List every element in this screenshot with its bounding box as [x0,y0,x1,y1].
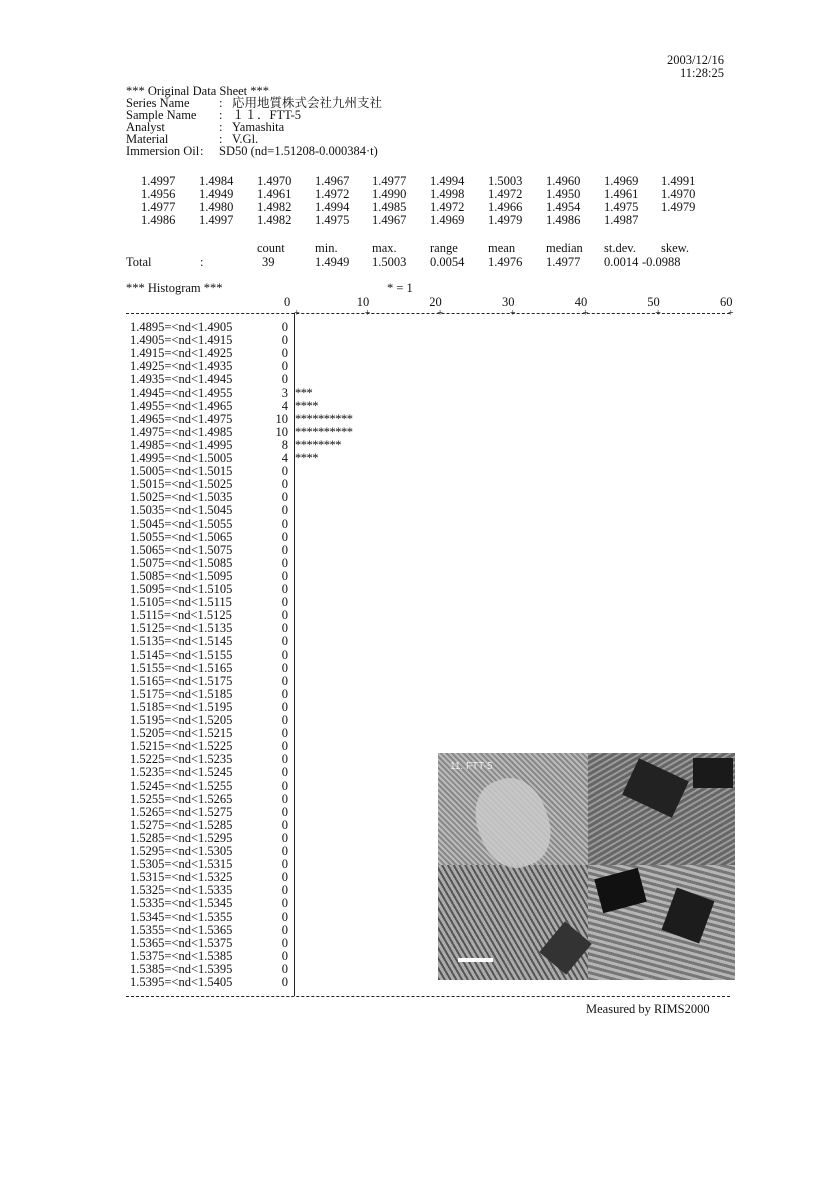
stat-value: -0.0988 [642,255,681,269]
field-separator: : [200,144,204,158]
data-value: 1.4994 [315,200,350,214]
histogram-bin-range: 1.5255=<nd<1.5265 [130,791,233,806]
report-timestamp [667,54,724,80]
histogram-bin-range: 1.5115=<nd<1.5125 [130,608,232,623]
histogram-bin-range: 1.5005=<nd<1.5015 [130,464,233,479]
report-date: 2003/12/16 [667,53,724,67]
histogram-bin-range: 1.4945=<nd<1.4955 [130,385,233,400]
histogram-bin-bar: ******** [295,437,341,452]
histogram-bin-range: 1.4915=<nd<1.4925 [130,346,233,361]
field-label: Analyst [126,120,165,134]
stat-header: median [546,241,583,255]
histogram-bin-count: 0 [281,909,288,924]
histogram-bin-bar: **** [295,451,318,465]
stat-header: count [257,241,285,255]
axis-tick-label: 60 [720,295,733,309]
field-label: Sample Name [126,108,197,122]
axis-tick-mark: + [364,308,371,319]
histogram-bin-count: 0 [281,726,288,741]
histogram-bin-count: 10 [275,411,288,426]
stat-value: 0.0054 [430,255,465,269]
histogram-bin-range: 1.5285=<nd<1.5295 [130,830,233,845]
histogram-bin-range: 1.4975=<nd<1.4985 [130,424,233,439]
histogram-bin-count: 0 [281,582,288,596]
histogram-top-axis [126,313,730,314]
data-value: 1.4966 [488,200,523,214]
data-value: 1.4982 [257,200,292,214]
axis-tick-label: 50 [647,295,660,309]
histogram-bin-bar: **** [295,398,318,413]
histogram-bin-range: 1.5265=<nd<1.5275 [130,804,233,819]
histogram-bin-range: 1.5045=<nd<1.5055 [130,516,233,531]
data-value: 1.4961 [604,187,639,201]
histogram-bin-range: 1.4935=<nd<1.4945 [130,372,233,387]
histogram-bin-count: 0 [281,896,288,911]
stat-header: min. [315,241,338,255]
histogram-bin-range: 1.5125=<nd<1.5135 [130,621,233,636]
data-value: 1.4997 [141,174,176,188]
data-value: 1.4979 [488,213,523,227]
data-value: 1.4972 [488,187,523,201]
histogram-bin-count: 0 [281,935,288,950]
histogram-bin-range: 1.4925=<nd<1.4935 [130,359,233,374]
field-value: 応用地質株式会社九州支社 [232,96,383,110]
axis-tick-mark: + [655,308,661,319]
histogram-bin-range: 1.5175=<nd<1.5185 [130,686,233,701]
histogram-bin-range: 1.5295=<nd<1.5305 [130,844,233,858]
stat-value: 39 [262,255,275,269]
stat-header: mean [488,241,516,255]
data-value: 1.4950 [546,187,581,201]
stat-row-separator: : [200,255,204,269]
histogram-bin-count: 0 [281,503,288,518]
histogram-bin-range: 1.5305=<nd<1.5315 [130,857,233,872]
data-value: 1.4967 [315,174,350,188]
data-value: 1.4979 [661,200,696,214]
histogram-bin-range: 1.5245=<nd<1.5255 [130,778,233,793]
histogram-bin-count: 0 [281,830,288,845]
data-value: 1.4970 [661,187,696,201]
stat-value: 0.0014 [604,255,639,269]
histogram-bin-count: 0 [281,883,288,898]
axis-tick-mark: + [510,308,516,319]
histogram-bin-count: 0 [281,752,288,767]
histogram-bin-count: 0 [281,673,288,688]
histogram-bin-count: 3 [281,385,288,400]
histogram-bin-count: 0 [281,686,288,701]
histogram-bin-range: 1.5325=<nd<1.5335 [130,883,233,898]
micrograph-label: 11. FTT-5 [450,761,493,772]
histogram-bin-count: 0 [281,975,288,989]
histogram-bin-count: 0 [281,699,288,714]
histogram-bin-range: 1.5235=<nd<1.5245 [130,765,233,780]
histogram-bin-count: 0 [281,948,288,963]
data-value: 1.4969 [430,213,465,227]
report-time: 11:28:25 [680,66,724,80]
histogram-bin-count: 0 [281,961,288,976]
histogram-bin-count: 0 [281,372,288,387]
axis-tick-mark: + [728,308,734,319]
histogram-bin-range: 1.5165=<nd<1.5175 [130,673,233,688]
data-value: 1.4975 [315,213,350,227]
histogram-bin-range: 1.5355=<nd<1.5365 [130,922,233,937]
histogram-bin-range: 1.4955=<nd<1.4965 [130,398,233,413]
histogram-bin-range: 1.4905=<nd<1.4915 [130,333,233,348]
histogram-bin-range: 1.5195=<nd<1.5205 [130,713,233,727]
data-value: 1.4991 [661,174,696,188]
histogram-bin-count: 0 [281,333,288,348]
histogram-scale-note: * = 1 [387,281,413,295]
field-separator: : [219,132,223,146]
histogram-bin-count: 0 [281,595,288,610]
data-value: 1.4982 [257,213,292,227]
data-value: 1.4967 [372,213,407,227]
stat-value: 1.4977 [546,255,581,269]
data-value: 1.4961 [257,187,292,201]
histogram-bin-count: 8 [281,437,288,452]
histogram-bin-range: 1.5275=<nd<1.5285 [130,817,233,832]
histogram-bin-range: 1.5095=<nd<1.5105 [130,582,233,596]
histogram-bin-count: 0 [281,359,288,374]
histogram-bin-range: 1.4895=<nd<1.4905 [130,320,233,334]
histogram-bin-count: 4 [281,451,288,465]
data-value: 1.4960 [546,174,581,188]
data-value: 1.4972 [430,200,465,214]
axis-tick-mark: + [437,308,443,319]
histogram-bin-count: 0 [281,844,288,858]
histogram-bin-range: 1.5105=<nd<1.5115 [130,595,232,610]
data-value: 1.4975 [604,200,639,214]
data-value: 1.4985 [372,200,407,214]
stat-value: 1.4976 [488,255,523,269]
stat-header: skew. [661,241,690,255]
histogram-bin-bar: ********** [295,411,353,426]
histogram-bin-count: 0 [281,647,288,662]
axis-tick-label: 20 [429,295,442,309]
axis-tick-mark: + [294,308,300,319]
histogram-bin-range: 1.5085=<nd<1.5095 [130,568,233,583]
histogram-bin-range: 1.5135=<nd<1.5145 [130,634,233,649]
footer-note: Measured by RIMS2000 [586,1002,710,1016]
histogram-bin-range: 1.5395=<nd<1.5405 [130,975,233,989]
field-label: Series Name [126,96,190,110]
histogram-bin-count: 0 [281,555,288,570]
field-value: V.Gl. [232,132,259,146]
stat-header: range [430,241,458,255]
data-value: 1.4969 [604,174,639,188]
data-value: 1.4949 [199,187,234,201]
data-value: 1.4970 [257,174,292,188]
field-value: Yamashita [232,120,285,134]
axis-tick-label: 10 [356,295,370,309]
histogram-bin-count: 0 [281,922,288,937]
histogram-bin-count: 0 [281,621,288,636]
data-value: 1.4980 [199,200,234,214]
field-separator: : [219,96,223,110]
field-label: Material [126,132,169,146]
histogram-bin-range: 1.5315=<nd<1.5325 [130,870,233,885]
stat-row-label: Total [126,255,152,269]
histogram-bin-range: 1.4995=<nd<1.5005 [130,451,233,465]
data-value: 1.4994 [430,174,465,188]
histogram-bin-count: 0 [281,804,288,819]
histogram-title: *** Histogram *** [126,281,223,295]
histogram-bin-count: 0 [281,320,288,334]
histogram-bin-range: 1.5035=<nd<1.5045 [130,503,233,518]
histogram-bin-count: 0 [281,542,288,557]
histogram-bin-range: 1.5145=<nd<1.5155 [130,647,233,662]
micrograph-scale-bar [458,958,493,962]
histogram-bin-range: 1.5375=<nd<1.5385 [130,948,233,963]
field-separator: : [219,108,223,122]
histogram-bin-count: 0 [281,529,288,544]
histogram-bin-count: 0 [281,739,288,754]
histogram-bin-count: 0 [281,870,288,885]
stat-header: max. [372,241,397,255]
data-value: 1.4972 [315,187,350,201]
data-value: 1.4977 [141,200,176,214]
data-value: 1.4956 [141,187,176,201]
data-value: 1.4977 [372,174,407,188]
field-separator: : [219,120,223,134]
histogram-bin-count: 0 [281,346,288,361]
data-value: 1.4990 [372,187,407,201]
histogram-bin-range: 1.5075=<nd<1.5085 [130,555,233,570]
histogram-bin-range: 1.5345=<nd<1.5355 [130,909,233,924]
histogram-bin-range: 1.5155=<nd<1.5165 [130,660,233,675]
histogram-bin-count: 0 [281,516,288,531]
histogram-bin-range: 1.4965=<nd<1.4975 [130,411,233,426]
glass-shard-micrograph [438,753,735,980]
field-value: １１．FTT-5 [232,108,301,122]
sheet-title: *** Original Data Sheet *** [126,84,270,98]
histogram-bottom-axis [126,996,730,997]
histogram-bin-count: 0 [281,490,288,505]
histogram-bin-range: 1.5065=<nd<1.5075 [130,542,233,557]
histogram-bin-range: 1.5055=<nd<1.5065 [130,529,233,544]
histogram-bin-range: 1.5015=<nd<1.5025 [130,477,233,492]
axis-tick-label: 0 [284,295,291,309]
histogram-bin-count: 0 [281,817,288,832]
histogram-bin-count: 0 [281,791,288,806]
histogram-bin-bar: *** [295,385,313,400]
field-value: SD50 (nd=1.51208-0.000384·t) [219,144,378,158]
axis-tick-mark: + [582,308,589,319]
histogram-bin-count: 0 [281,857,288,872]
histogram-bin-count: 0 [281,713,288,727]
histogram-bin-range: 1.5025=<nd<1.5035 [130,490,233,505]
field-label: Immersion Oil [126,144,200,158]
histogram-bin-range: 1.5185=<nd<1.5195 [130,699,233,714]
data-value: 1.5003 [488,174,523,188]
histogram-bin-range: 1.5205=<nd<1.5215 [130,726,233,741]
data-value: 1.4986 [546,213,581,227]
histogram-bin-count: 0 [281,660,288,675]
histogram-bin-range: 1.5215=<nd<1.5225 [130,739,233,754]
histogram-bin-range: 1.5335=<nd<1.5345 [130,896,233,911]
stat-value: 1.5003 [372,255,407,269]
data-value: 1.4998 [430,187,465,201]
histogram-bin-range: 1.5365=<nd<1.5375 [130,935,233,950]
histogram-bin-count: 0 [281,608,288,623]
histogram-bin-count: 10 [275,424,288,439]
histogram-bin-count: 0 [281,778,288,793]
histogram-bin-range: 1.5385=<nd<1.5395 [130,961,233,976]
histogram-bin-count: 0 [281,765,288,780]
stat-header: st.dev. [604,241,636,255]
data-value: 1.4997 [199,213,234,227]
stat-value: 1.4949 [315,255,350,269]
histogram-bin-count: 0 [281,634,288,649]
histogram-bin-count: 0 [281,477,288,492]
histogram-bin-range: 1.5225=<nd<1.5235 [130,752,233,767]
data-value: 1.4987 [604,213,639,227]
axis-tick-label: 40 [574,295,588,309]
data-value: 1.4986 [141,213,176,227]
data-value: 1.4984 [199,174,234,188]
histogram-bin-count: 0 [281,568,288,583]
histogram-bin-range: 1.4985=<nd<1.4995 [130,437,233,452]
data-value: 1.4954 [546,200,581,214]
histogram-bin-count: 0 [281,464,288,479]
histogram-bin-count: 4 [281,398,288,413]
axis-tick-label: 30 [502,295,515,309]
histogram-bin-bar: ********** [295,424,353,439]
